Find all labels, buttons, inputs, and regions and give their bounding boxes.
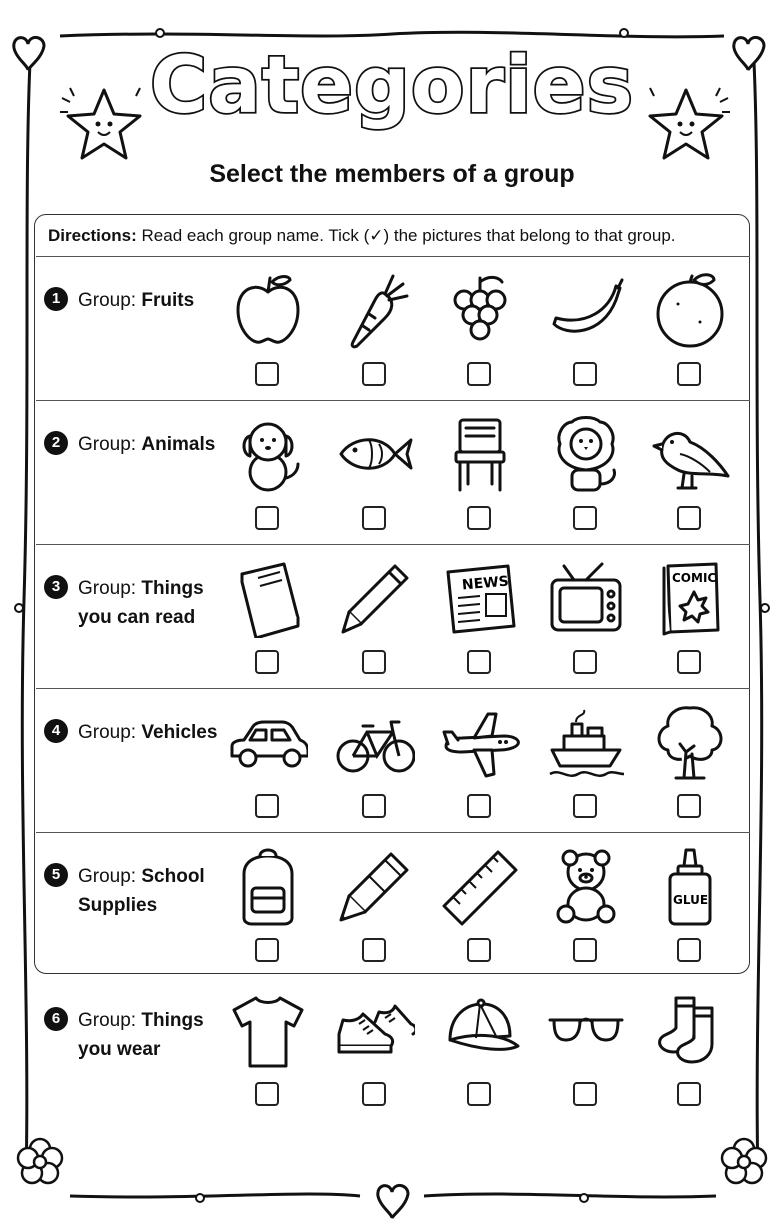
grapes-icon [440,270,520,350]
group-row-3 [0,546,784,690]
tick-checkbox[interactable] [677,938,701,962]
tick-checkbox[interactable] [573,506,597,530]
tv-icon [546,558,626,638]
dog-icon [228,414,308,494]
picture-option [640,702,740,832]
group-prefix: Group: [78,722,142,743]
svg-text:NEWS: NEWS [461,573,510,594]
directions-text: Read each group name. Tick (✓) the pictures that belong to that group. [136,226,676,245]
directions-label: Directions: [48,226,137,245]
glue-icon [650,846,730,926]
car-icon [228,702,308,782]
banana-icon [546,270,626,350]
carrot-icon [335,270,415,350]
tick-checkbox[interactable] [362,938,386,962]
group-prefix: Group: [78,1010,142,1031]
tick-checkbox[interactable] [573,362,597,386]
tick-checkbox[interactable] [677,650,701,674]
book-icon [228,558,308,638]
cap-icon [440,990,520,1070]
group-row-5 [0,834,784,978]
group-number-badge: 5 [44,863,68,887]
picture-option [218,990,318,1120]
picture-option [325,846,425,976]
group-number-badge: 3 [44,575,68,599]
picture-option [536,846,636,976]
divider [36,256,750,257]
tick-checkbox[interactable] [573,650,597,674]
group-name [78,1006,228,1064]
tree-icon [650,702,730,782]
tick-checkbox[interactable] [255,362,279,386]
tick-checkbox[interactable] [362,650,386,674]
group-prefix: Group: [78,866,142,887]
picture-option [218,270,318,400]
group-row-6 [0,978,784,1122]
group-name [78,718,228,747]
picture-option [430,558,530,688]
picture-option [218,558,318,688]
picture-option [640,846,740,976]
tick-checkbox[interactable] [255,938,279,962]
svg-text:COMIC: COMIC [672,571,717,585]
apple-icon [228,270,308,350]
sneakers-icon [335,990,415,1070]
picture-option [325,558,425,688]
picture-option [325,414,425,544]
tick-checkbox[interactable] [255,1082,279,1106]
pencil-icon [335,558,415,638]
group-number-badge: 2 [44,431,68,455]
tick-checkbox[interactable] [255,650,279,674]
picture-option [536,702,636,832]
tick-checkbox[interactable] [677,506,701,530]
page-subtitle: Select the members of a group [209,160,575,188]
bicycle-icon [335,702,415,782]
tick-checkbox[interactable] [362,362,386,386]
tick-checkbox[interactable] [573,938,597,962]
group-prefix: Group: [78,578,142,599]
group-name [78,574,228,632]
tick-checkbox[interactable] [467,938,491,962]
picture-option [536,270,636,400]
group-name-text: Things [141,578,204,599]
tick-checkbox[interactable] [467,794,491,818]
group-prefix: Group: [78,290,142,311]
picture-option [430,846,530,976]
group-name-text: Things [141,1010,204,1031]
tick-checkbox[interactable] [467,1082,491,1106]
tick-checkbox[interactable] [255,506,279,530]
tick-checkbox[interactable] [677,362,701,386]
tick-checkbox[interactable] [362,794,386,818]
airplane-icon [440,702,520,782]
group-name [78,430,228,459]
crayon-icon [335,846,415,926]
group-row-1 [0,258,784,402]
orange-icon [650,270,730,350]
group-name-text-line2: you can read [78,607,196,628]
picture-option [536,558,636,688]
flower-icon [18,1139,62,1183]
tick-checkbox[interactable] [362,1082,386,1106]
group-number-badge: 6 [44,1007,68,1031]
group-number-badge: 4 [44,719,68,743]
tick-checkbox[interactable] [677,1082,701,1106]
tick-checkbox[interactable] [573,1082,597,1106]
glasses-icon [546,990,626,1070]
heart-icon [378,1185,408,1218]
picture-option [640,558,740,688]
ruler-icon [440,846,520,926]
picture-option [218,414,318,544]
picture-option [640,270,740,400]
fish-icon [335,414,415,494]
tick-checkbox[interactable] [467,362,491,386]
tshirt-icon [228,990,308,1070]
tick-checkbox[interactable] [467,650,491,674]
bird-icon [650,414,730,494]
group-number-badge: 1 [44,287,68,311]
picture-option [218,846,318,976]
picture-option [430,270,530,400]
tick-checkbox[interactable] [255,794,279,818]
group-name [78,286,228,315]
lion-icon [546,414,626,494]
picture-option [218,702,318,832]
picture-option [430,990,530,1120]
tick-checkbox[interactable] [362,506,386,530]
backpack-icon [228,846,308,926]
picture-option [640,990,740,1120]
picture-option [430,702,530,832]
newspaper-icon [440,558,520,638]
directions [36,216,750,256]
comic-icon [650,558,730,638]
socks-icon [650,990,730,1070]
group-name-text: Vehicles [141,722,218,743]
tick-checkbox[interactable] [677,794,701,818]
picture-option [325,990,425,1120]
group-name [78,862,228,920]
group-name-text-line2: Supplies [78,895,158,916]
teddy-bear-icon [546,846,626,926]
picture-option [536,990,636,1120]
picture-option [325,270,425,400]
picture-option [640,414,740,544]
picture-option [325,702,425,832]
flower-icon [722,1139,766,1183]
group-name-text: School [141,866,205,887]
picture-option [536,414,636,544]
group-prefix: Group: [78,434,142,455]
picture-option [430,414,530,544]
page-title: Categories [149,41,635,131]
group-name-text: Animals [141,434,216,455]
tick-checkbox[interactable] [467,506,491,530]
group-name-text-line2: you wear [78,1039,161,1060]
svg-text:GLUE: GLUE [673,893,709,907]
group-name-text: Fruits [141,290,195,311]
ship-icon [546,702,626,782]
group-row-4 [0,690,784,834]
chair-icon [440,414,520,494]
group-row-2 [0,402,784,546]
tick-checkbox[interactable] [573,794,597,818]
